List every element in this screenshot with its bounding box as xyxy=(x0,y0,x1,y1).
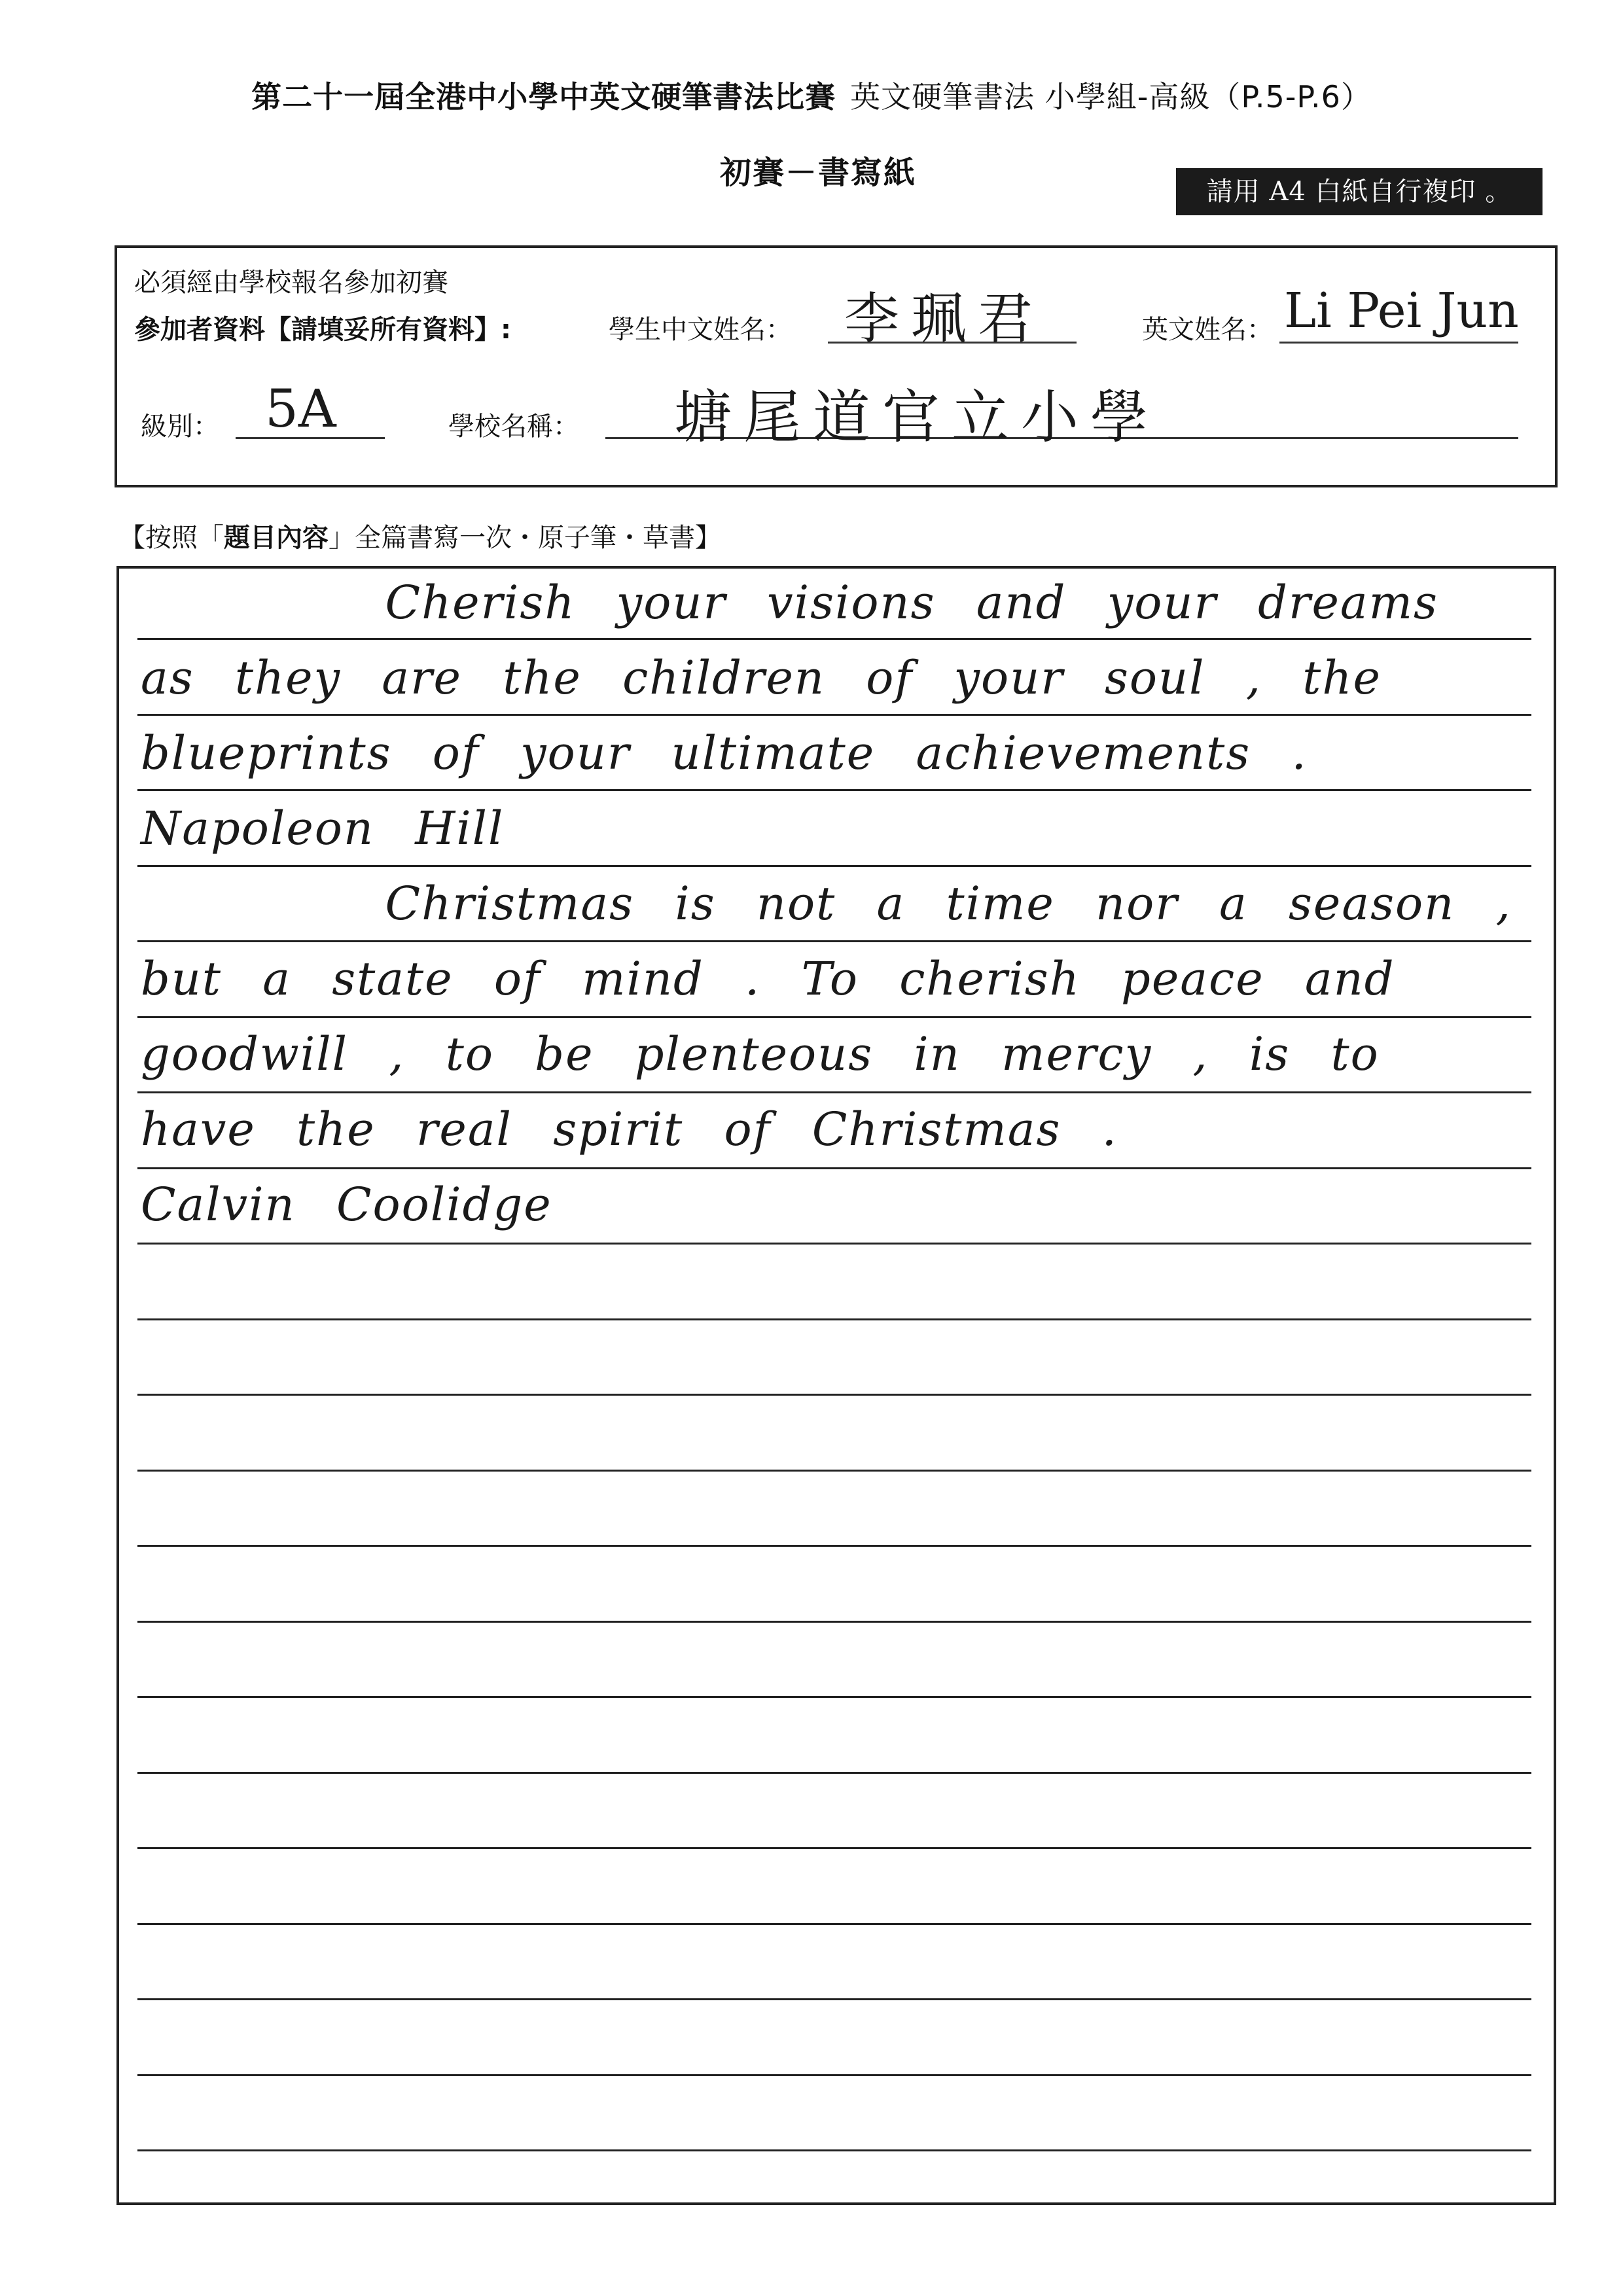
ruled-line xyxy=(137,1470,1531,1472)
school-name-label: 學校名稱： xyxy=(448,412,579,442)
handwriting-line-8: have the real spirit of Christmas . xyxy=(141,1103,1118,1156)
form-subtitle: 初賽－書寫紙 xyxy=(720,154,917,191)
ruled-line xyxy=(137,1923,1531,1925)
handwriting-line-9: Calvin Coolidge xyxy=(141,1178,552,1231)
ruled-line xyxy=(137,714,1531,716)
participant-info-label-text: 參加者資料【請填妥所有資料】: xyxy=(134,315,511,345)
competition-title: 第二十一屆全港中小學中英文硬筆書法比賽 xyxy=(251,79,836,115)
english-name-field[interactable]: Li Pei Jun xyxy=(1284,283,1519,339)
class-label: 級別： xyxy=(141,412,219,442)
ruled-line xyxy=(137,1847,1531,1849)
ruled-line xyxy=(137,1394,1531,1396)
handwriting-line-2: as they are the children of your soul , the xyxy=(141,651,1382,705)
ruled-line xyxy=(137,638,1531,640)
instructions-emphasis: 題目內容 xyxy=(224,523,329,553)
chinese-name-field[interactable]: 李珮君 xyxy=(844,287,1045,351)
class-field[interactable]: 5A xyxy=(265,378,336,439)
chinese-name-label: 學生中文姓名： xyxy=(609,315,792,345)
ruled-line xyxy=(137,1621,1531,1623)
school-name-field[interactable]: 塘尾道官立小學 xyxy=(674,383,1160,451)
handwriting-line-3: blueprints of your ultimate achievements . xyxy=(141,726,1308,780)
ruled-line xyxy=(137,1318,1531,1320)
ruled-line xyxy=(137,2149,1531,2151)
handwriting-line-1: Cherish your visions and your dreams xyxy=(141,576,1438,629)
handwriting-line-4: Napoleon Hill xyxy=(141,802,505,855)
handwriting-line-7: goodwill , to be plenteous in mercy , is to xyxy=(141,1027,1380,1081)
ruled-line xyxy=(137,789,1531,791)
ruled-line xyxy=(137,2074,1531,2076)
ruled-line xyxy=(137,1696,1531,1698)
ruled-line xyxy=(137,1167,1531,1169)
ruled-line xyxy=(137,865,1531,867)
english-name-underline xyxy=(1279,342,1518,344)
instructions-suffix: 」全篇書寫一次・原子筆・草書】 xyxy=(329,523,721,553)
participant-info-label xyxy=(134,309,511,346)
ruled-line xyxy=(137,1998,1531,2000)
ruled-line xyxy=(137,1243,1531,1245)
competition-category: 英文硬筆書法 小學組-高級（P.5-P.6） xyxy=(850,79,1372,115)
english-name-label: 英文姓名： xyxy=(1142,315,1273,345)
ruled-line xyxy=(137,940,1531,942)
handwriting-line-5: Christmas is not a time nor a season , xyxy=(141,877,1512,930)
form-title xyxy=(0,73,1623,116)
ruled-line xyxy=(137,1772,1531,1774)
ruled-line xyxy=(137,1545,1531,1547)
school-registration-note: 必須經由學校報名參加初賽 xyxy=(134,268,448,298)
photocopy-notice: 請用 A4 白紙自行複印 。 xyxy=(1176,168,1543,215)
writing-instructions xyxy=(119,517,721,554)
ruled-line xyxy=(137,1091,1531,1093)
instructions-prefix: 【按照「 xyxy=(119,523,224,553)
ruled-line xyxy=(137,1016,1531,1018)
handwriting-line-6: but a state of mind . To cherish peace and xyxy=(141,952,1395,1006)
